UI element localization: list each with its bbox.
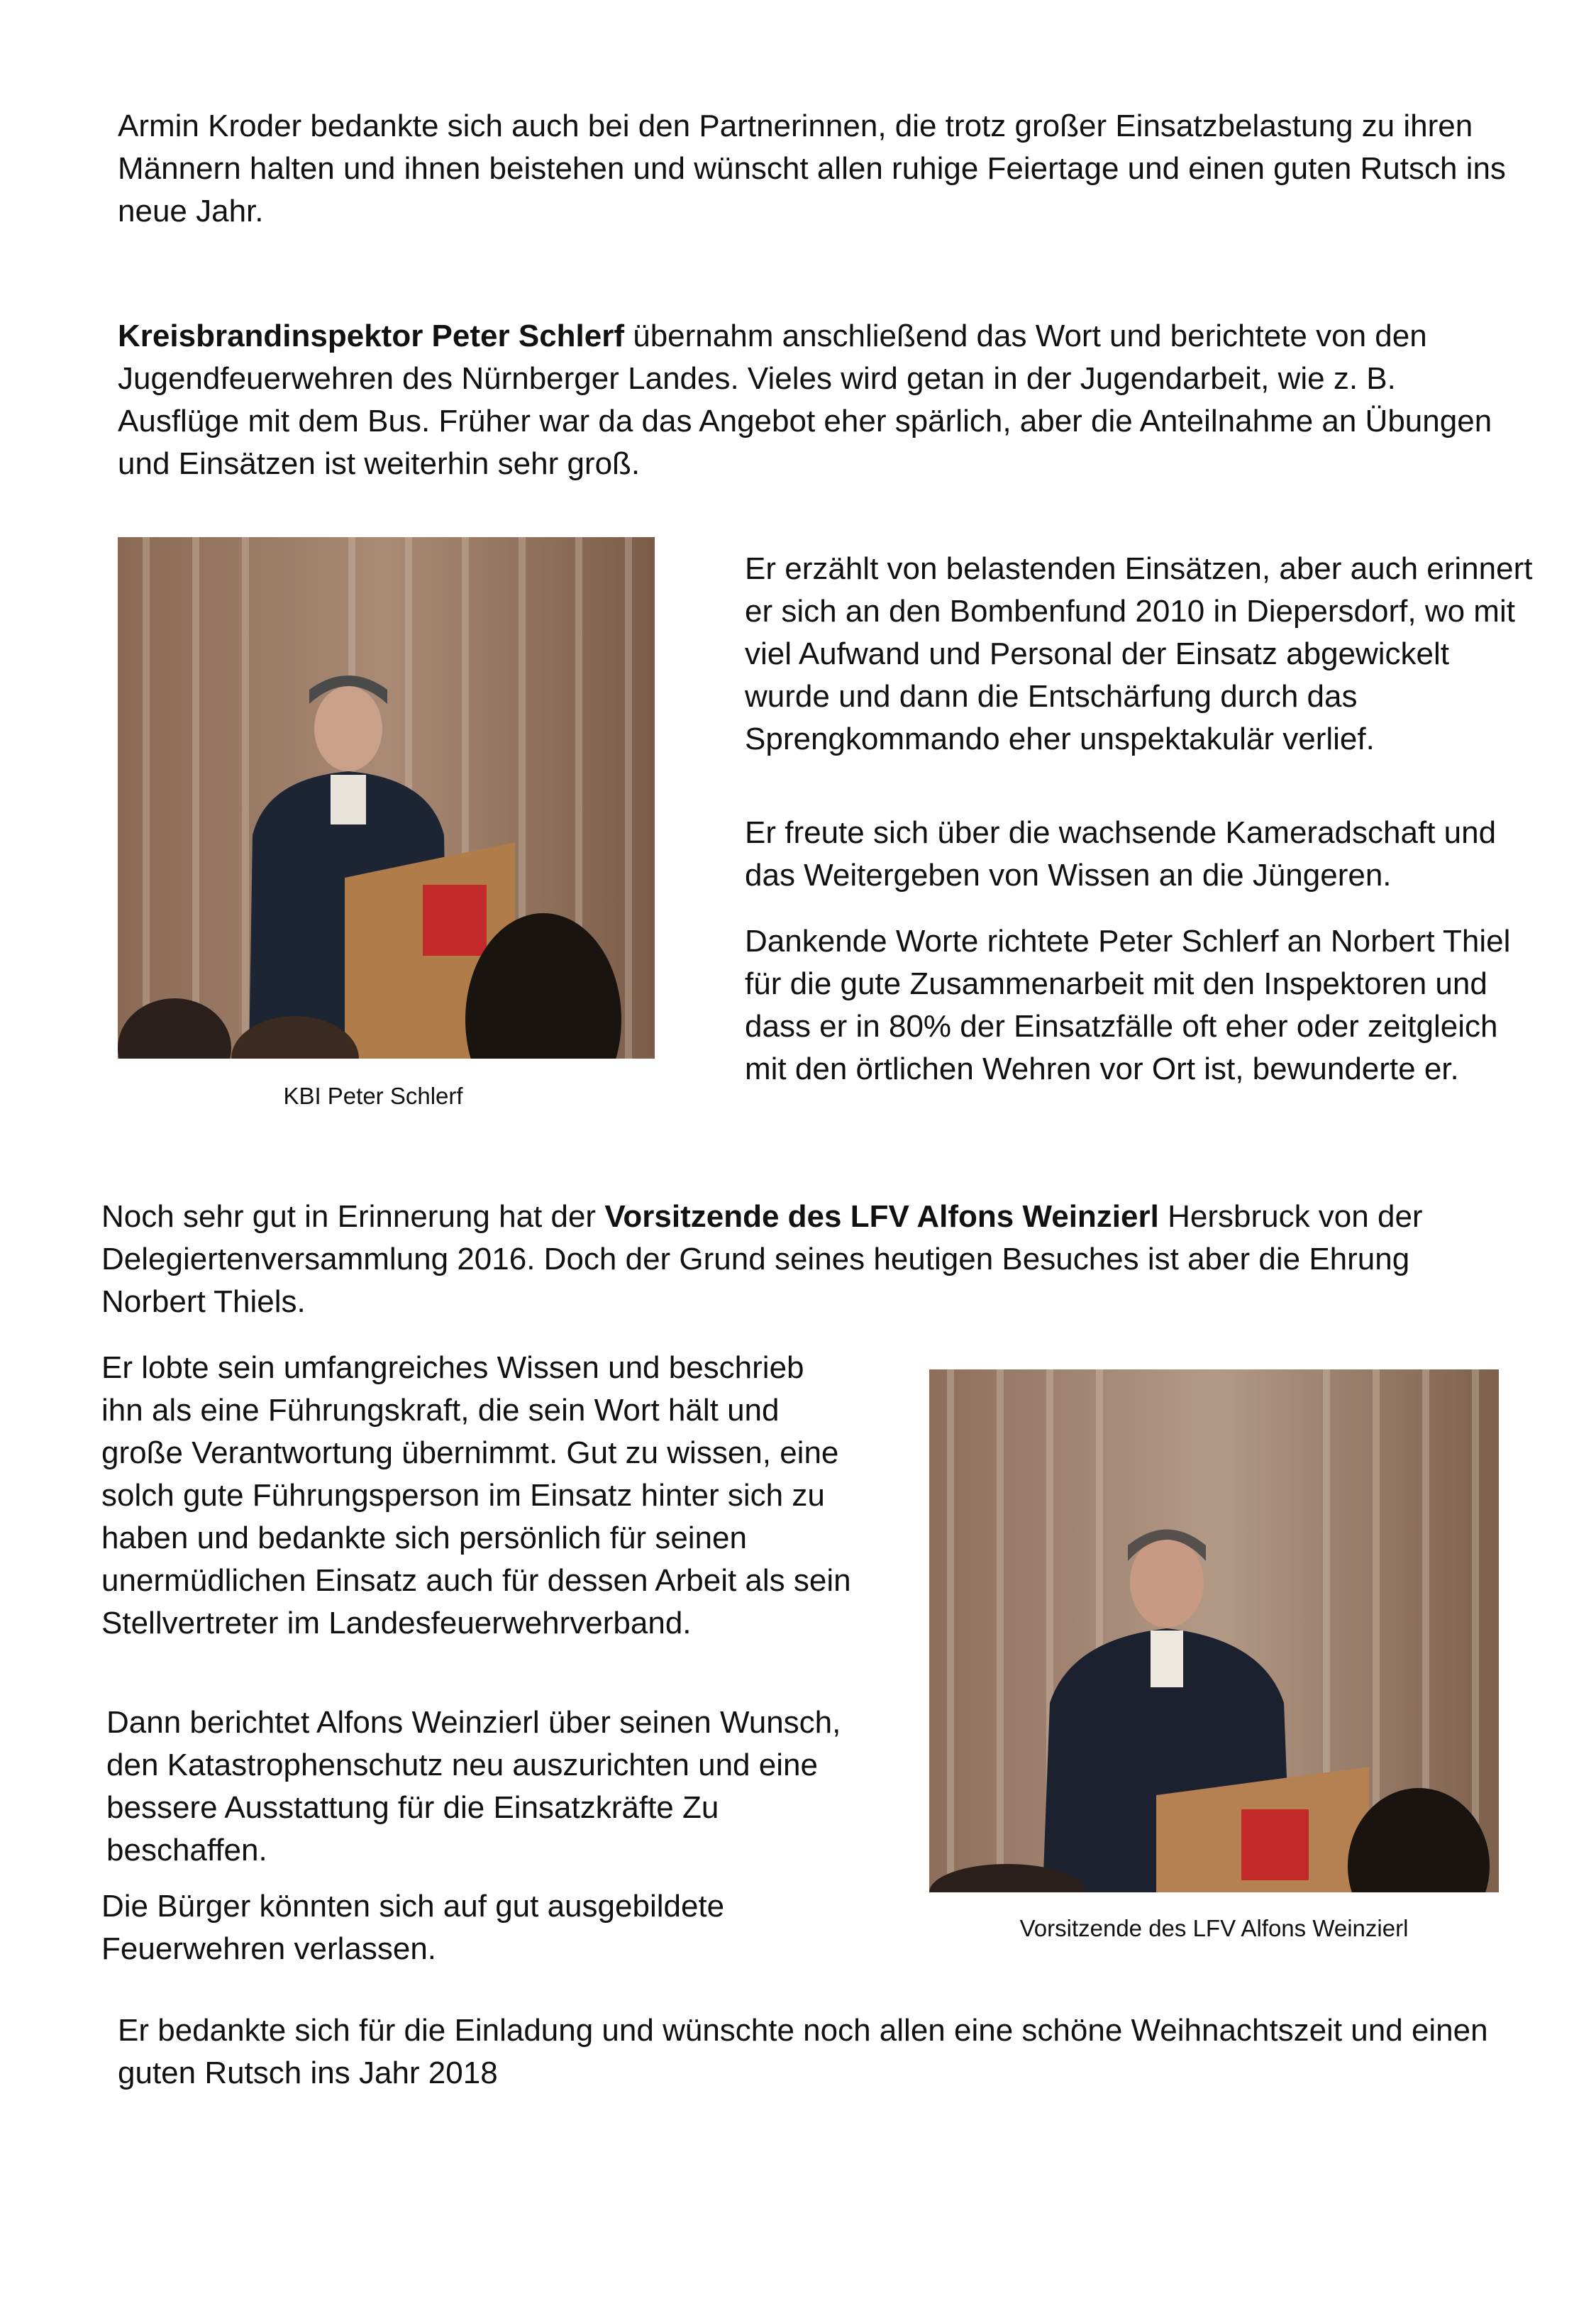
paragraph-intro-thanks: Armin Kroder bedankte sich auch bei den Partnerinnen, die trotz großer Einsatzbelastung zu ihren Männern halten und ihnen beistehen und wünscht allen ruhige Feiertage und einen guten Rutsch ins neue Jahr.: [118, 109, 1506, 228]
photo-caption-weinzierl: Vorsitzende des LFV Alfons Weinzierl: [1019, 1915, 1409, 1941]
paragraph-text: Hersbruck von der Delegiertenversammlung 2016. Doch der Grund seines heutigen Besuches ist aber die Ehrung Norbert Thiels.: [101, 1199, 1423, 1319]
paragraph-dankende-worte: Dankende Worte richtete Peter Schlerf an Norbert Thiel für die gute Zusammenarbeit mit den Inspektoren und dass er in 80% der Einsatzfälle oft eher oder zeitgleich mit den örtlichen Wehren vor Ort ist, bewunderte er.: [745, 924, 1511, 1086]
speaker-name-schlerf: Kreisbrandinspektor Peter Schlerf: [118, 319, 625, 353]
paragraph-bombenfund: Er erzählt von belastenden Einsätzen, aber auch erinnert er sich an den Bombenfund 2010 in Diepersdorf, wo mit viel Aufwand und Personal der Einsatz abgewickelt wurde und dann die Entschärfung durch das Sprengkommando eher unspektakulär verlief.: [745, 551, 1533, 756]
photo-peter-schlerf: [118, 537, 655, 1059]
paragraph-lob: Er lobte sein umfangreiches Wissen und beschrieb ihn als eine Führungskraft, die sein Wort hält und große Verantwortung übernimmt. Gut zu wissen, eine solch gute Führungsperson im Einsatz hinter sich zu haben und bedankte sich persönlich für seinen unermüdlichen Einsatz auch für dessen Arbeit als sein Stellvertreter im Landesfeuerwehrverband.: [101, 1350, 851, 1640]
paragraph-weinzierl-intro: [101, 1196, 1513, 1323]
photo-caption-schlerf: KBI Peter Schlerf: [283, 1083, 463, 1109]
paragraph-peter-schlerf-intro: [118, 315, 1494, 485]
speaker-name-weinzierl: Vorsitzende des LFV Alfons Weinzierl: [604, 1199, 1159, 1234]
paragraph-closing: Er bedankte sich für die Einladung und wünschte noch allen eine schöne Weihnachtszeit und einen guten Rutsch ins Jahr 2018: [118, 2013, 1488, 2090]
paragraph-text: Noch sehr gut in Erinnerung hat der: [101, 1199, 605, 1234]
photo-alfons-weinzierl: [929, 1369, 1499, 1892]
paragraph-text: übernahm anschließend das Wort und berichtete von den Jugendfeuerwehren des Nürnberger Landes. Vieles wird getan in der Jugendarbeit, wie z. B. Ausflüge mit dem Bus. Früher war da das Angebot eher spärlich, aber die Anteilnahme an Übungen und Einsätzen ist weiterhin sehr groß.: [118, 319, 1492, 481]
paragraph-katastrophenschutz: Dann berichtet Alfons Weinzierl über seinen Wunsch, den Katastrophenschutz neu auszurichten und eine bessere Ausstattung für die Einsatzkräfte Zu beschaffen.: [106, 1705, 841, 1868]
paragraph-buerger: Die Bürger könnten sich auf gut ausgebildete Feuerwehren verlassen.: [101, 1889, 725, 1966]
paragraph-kameradschaft: Er freute sich über die wachsende Kameradschaft und das Weitergeben von Wissen an die Jüngeren.: [745, 815, 1497, 893]
